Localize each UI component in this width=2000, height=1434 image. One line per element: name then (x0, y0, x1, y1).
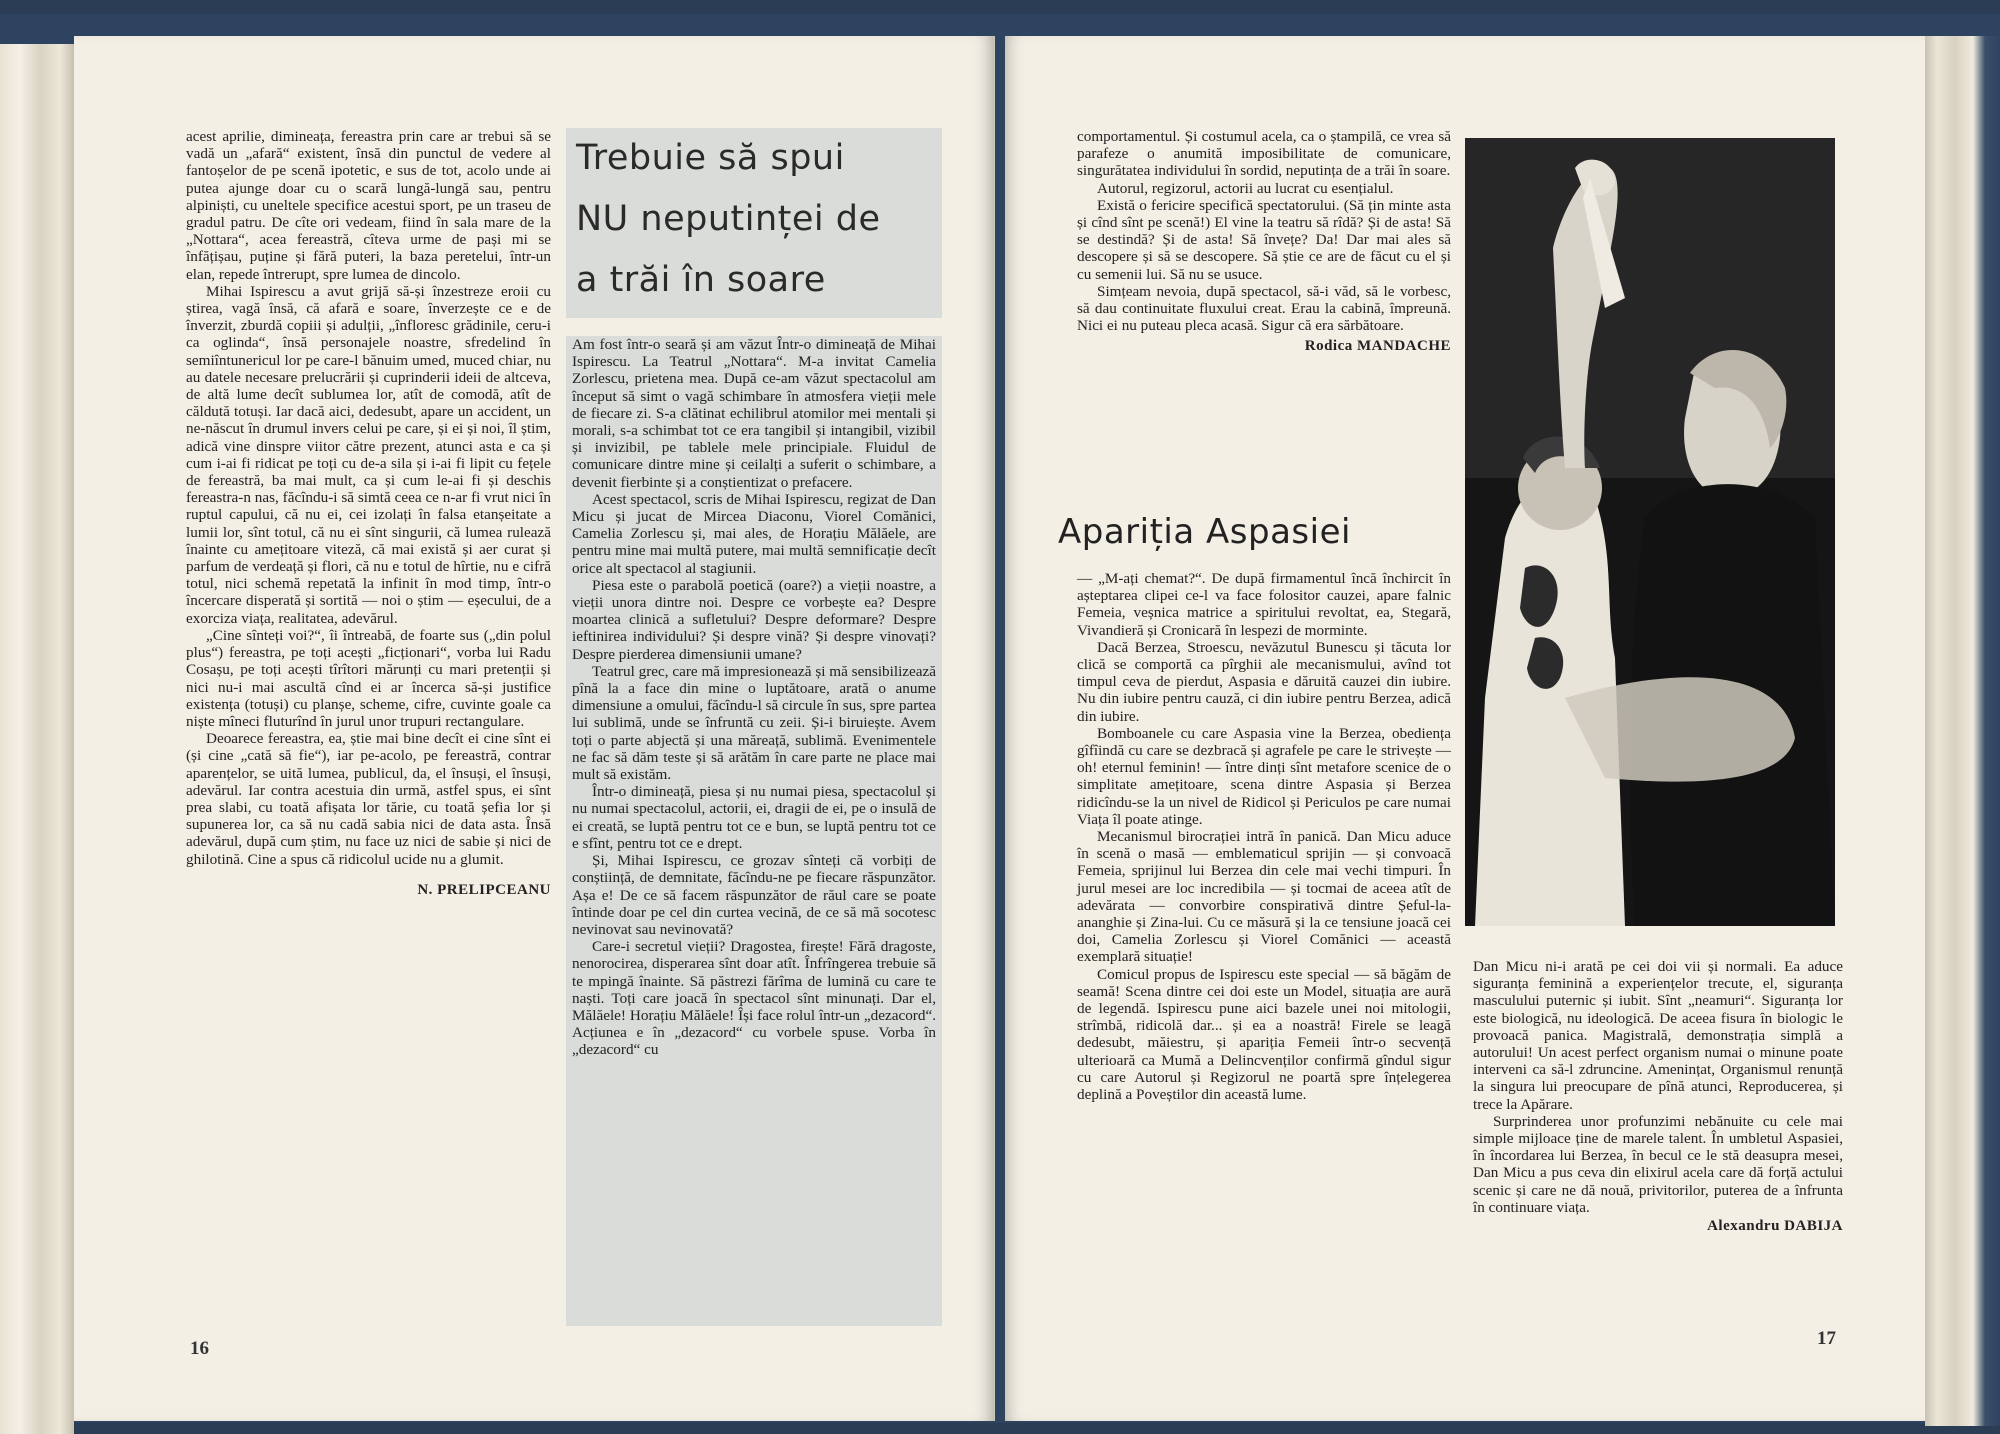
paragraph: Dacă Berzea, Stroescu, nevăzutul Bunescu și tăcuta lor clică se comportă ca pîrghii ale mecanismului, avînd tot timpul ceva de pierdut, Aspasia e dăruită cauzei din iubire. Nu din iubire pentru cauză, ci din iubire pentru Berzea, adică din iubire. (1077, 638, 1451, 725)
article-prelipceanu (186, 128, 551, 899)
paragraph: — „M-ați chemat?“. De după firmamentul încă închircit în așteptarea clipei ce-l va face folositor cauzei, apare falnic Femeia, veșnica matrice a spiritului revoltat, ea, Stegară, Vivandieră și Cronicară în lespezi de morminte. (1077, 570, 1451, 639)
author-signature: Alexandru DABIJA (1707, 1218, 1843, 1235)
magazine-spread (0, 14, 2000, 1423)
paragraph: Care-i secretul vieții? Dragostea, firește! Fără dragoste, nenorocirea, disperarea sînt doar atît. Înfrîngerea trebuie să te mpingă înainte. Să păstrezi fărîma de lumină cu care te naști. Toți care joacă în spectacol sînt minunați. Dar el, Mălăele! Horațiu Mălăele! Își face rolul într-un „dezacord“. Acțiunea e în „dezacord“ cu vorbele spuse. Vorba în „dezacord“ cu (572, 938, 936, 1059)
paragraph: Autorul, regizorul, actorii au lucrat cu esențialul. (1097, 179, 1394, 197)
paragraph: Mihai Ispirescu a avut grijă să-și înzestreze eroii cu știrea, vagă însă, că afară e soare, înverzește ce e de înverzit, zburdă copiii și adulții, „înfloresc grădinile, ceru-i ca oglinda“, însă personajele noastre, sfredelind în semiîntunericul lor pe care-l bănuim umed, muced chiar, nu au datele necesare prelucrării și cuprinderii ideii de altceva, de altă lume decît sublumea lor, atît de comodă, atît de căldută totuși. Iar dacă aici, dedesubt, apare un accident, un ne-născut în drumul invers celui pe care, și ei și noi, îl știm, adică vine dinspre viitor către prezent, atunci asta e ca și cum i-ai fi ridicat pe toți cu de-a sila și i-ai fi lipit cu fețele de fereastră, ba mai mult, ca și cum le-ai fi și deschis fereastra-n nas, făcîndu-i să simtă ceea ce n-ar fi vrut nici în ruptul capului, că nu ei, cei izolați în falsa etanșeitate a lumii lor, sînt totul, că nu ei sînt singurii, că lumea rulează înainte cu amețitoare viteză, că mai există și aer curat și parfum de verdeață și flori, că nu e totul de hîrtie, nu e cifră totul, nici schemă repetată la infinit în mod timp, într-o încercare disperată și sortită — noi o știm — eșecului, de a exorciza viața, realitatea, adevărul. (186, 282, 551, 627)
paragraph: Am fost într-o seară și am văzut Într-o dimineață de Mihai Ispirescu. La Teatrul „Nottara“. M-a invitat Camelia Zorlescu, prietena mea. După ce-am văzut spectacolul am început să simt o vagă schimbare în atmosfera vieții mele de fiecare zi. S-a clătinat echilibrul atomilor mei mentali și morali, s-a schimbat tot ce era tangibil și intangibil, vizibil și invizibil, pe tablele mele principiale. Fluidul de comunicare dintre mine și ceilalți a suferit o schimbare, a devenit fierbinte și a conștientizat o prefacere. (572, 336, 936, 491)
author-signature: N. PRELIPCEANU (417, 881, 551, 898)
paragraph: Comicul propus de Ispirescu este special — să băgăm de seamă! Scena dintre cei doi este un Model, situația are aură de legendă. Ispirescu pune aici bazele unei noi mitologii, strîmbă, ridicolă dar... și ea a noastră! Firele se leagă dedesubt, măiestru, și apariția Femeii într-o secvență ulterioară ca Mumă a Delincvenților confirmă gîndul sigur cu care Autorul și Regizorul ne poartă spre înțelegerea deplină a Poveștilor din această lume. (1077, 965, 1451, 1104)
left-page-edges (0, 44, 74, 1434)
left-page (74, 36, 995, 1421)
paragraph: Teatrul grec, care mă impresionează și mă sensibilizează pînă la a face din mine o luptătoare, arată o anume dimensiune a omului, făcîndu-l să circule în sus, spre partea lui sublimă, unde se înfruntă cu zeii. Și-i biruiește. Avem toți o parte abjectă și una măreață, sublimă. Evenimentele ne fac să dăm teste și să arătăm în care parte ne place mai mult să existăm. (572, 662, 936, 784)
article-dabija-continued (1473, 958, 1843, 1235)
paragraph: Există o fericire specifică spectatorului. (Să țin minte asta și cînd sînt pe scenă!) El vine la teatru să rîdă? Și de asta! Să se destindă? Și de asta! Să învețe? Da! Dar mai ales să descopere și să se descopere. Să știe ce are de făcut cu el și cu semenii lui. Să nu se usuce. (1077, 196, 1451, 283)
author-signature: Rodica MANDACHE (1304, 338, 1451, 355)
paragraph: Piesa este o parabolă poetică (oare?) a vieții noastre, a vieții unora dintre noi. Despre ce vorbește ea? Despre moartea clinică a sufletului? Despre deformare? Despre ieftinirea individului? Și despre vină? Și despre vinovați? Despre pierderea dimensiunii umane? (572, 576, 936, 663)
stage-photo-image (1465, 138, 1835, 926)
paragraph: Deoarece fereastra, ea, știe mai bine decît ei cine sînt ei (și cine „cată să fie“), iar pe-acolo, pe fereastră, contrar aparențelor, se uită lumea, publicul, da, el însuși, el însuși, adevărul. Iar contra acestuia din urmă, astfel spus, ei sînt prea slabi, cu toată afișata lor tărie, cu toată șefia lor și supunerea lor, ca să nu cadă sabia nici de data asta. Însă adevărul, după cum știm, nu face uz nici de sabie și nici de ghilotină. Cine a spus că ridicolul ucide nu a glumit. (186, 730, 551, 868)
article-mandache (566, 336, 942, 1326)
article-mandache-continued (1077, 128, 1451, 356)
article-title: Trebuie să spui NU neputinței de a trăi în soare (576, 138, 881, 300)
article-dabija (1077, 570, 1451, 1103)
paragraph: „Cine sînteți voi?“, îi întreabă, de foarte sus („din polul plus“) fereastra, pe toți acești „ficționari“, vorba lui Radu Cosașu, pe toți acești tîrîtori mărunți cu mari pretenții și nici nu-i mai ascultă cînd ei ar încerca să-și justifice existența (totuși) cu planșe, scheme, cifre, cuvinte goale ca niște mîneci fluturînd în jurul unor trupuri rectangulare. (186, 626, 551, 730)
paragraph: Într-o dimineață, piesa și nu numai piesa, spectacolul și nu numai spectacolul, actorii, ei, dragii de ei, pe o insulă de ei creată, se luptă pentru tot ce e bun, se luptă pentru tot ce e sfînt, pentru tot ce e drept. (572, 783, 936, 852)
paragraph: Acest spectacol, scris de Mihai Ispirescu, regizat de Dan Micu și jucat de Mircea Diaconu, Viorel Comănici, Camelia Zorlescu și, mai ales, de Horațiu Mălăele, are pentru mine mai multă putere, mai multă semnificație decît orice alt spectacol al stagiunii. (572, 490, 936, 577)
article-title: Apariția Aspasiei (1058, 512, 1351, 552)
paragraph: Surprinderea unor profunzimi nebănuite cu cele mai simple mijloace ține de marele talent. În umbletul Aspasiei, în încordarea lui Berzea, în becul ce le stă deasupra mesei, Dan Micu a pus ceva din elixirul acela care dă forță actului scenic și care ne dă nouă, privitorilor, puterea de a înfrunta în continuare viața. (1473, 1112, 1843, 1216)
right-page-edges (1925, 36, 2000, 1426)
page-number: 17 (1817, 1328, 1836, 1349)
paragraph: acest aprilie, dimineața, fereastra prin care ar trebui să se vadă un „afară“ existent, însă din punctul de vedere al fantoșelor de pe scenă ipotetic, e sus de tot, acolo unde ai putea ajunge doar cu o scară lungă-lungă sau, pentru alpiniști, cu uneltele specifice acestui sport, pe un traseu de gradul patru. De cîte ori vedeam, fiind în sala mare de la „Nottara“, acea fereastră, cîteva urme de pași mi se înfățișau, puține și fără puteri, la baza peretelui, într-un elan, repede întrerupt, spre lumea de dincolo. (186, 128, 551, 283)
paragraph: Simțeam nevoia, după spectacol, să-i văd, să le vorbesc, să dau continuitate fluxului creat. Erau la cabină, împreună. Nici ei nu puteau pleca acasă. Sigur că era sărbătoare. (1077, 282, 1451, 335)
page-number: 16 (190, 1338, 209, 1359)
paragraph: Mecanismul birocrației intră în panică. Dan Micu aduce în scenă o masă — emblematicul sprijin — și convoacă Femeia, sprijinul lui Berzea din cele mai vechi timpuri. În jurul mesei are loc incredibila — și tocmai de aceea atît de adevărata — convorbire conspirativă dintre Șeful-la-ananghie și Zina-lui. Cu ce măsură și la ce tensiune joacă cei doi, Camelia Zorlescu și Viorel Comănici — această exemplară situație! (1077, 828, 1451, 966)
paragraph: Dan Micu ni-i arată pe cei doi vii și normali. Ea aduce siguranța feminină a experiențelor trecute, el, siguranța masculului puternic și iubit. Sînt „neamuri“. Siguranța lor este biologică, nu ideologică. De aceea fisura în biologic le provoacă panica. Magistrală, demonstrația simplă a autorului! Un acest perfect organism numai o minune poate interveni ca să-l zdruncine. Amenințat, Organismul renunță la singura lui preocupare de pînă atunci, Reproducerea, și trece la Apărare. (1473, 958, 1843, 1113)
stage-photo (1465, 138, 1835, 926)
title-box (566, 128, 942, 318)
paragraph: Și, Mihai Ispirescu, ce grozav sînteți că vorbiți de conștiință, de demnitate, făcîndu-ne pe fiecare răspunzător. Așa e! De ce să facem răspunzător de răul care se poate întinde doar pe cel din curtea vecină, de ce să mă socotesc nevinovat sau nevinovată? (572, 852, 936, 938)
paragraph: Bomboanele cu care Aspasia vine la Berzea, obediența gîfîindă cu care se dezbracă și agrafele pe care le strivește — oh! eternul feminin! — între dinți sînt metafore scenice de o simplitate amețitoare, scena dintre Aspasia și Berzea ridicîndu-se la un nivel de Ridicol și Periculos pe care numai Viața îl poate atinge. (1077, 724, 1451, 828)
paragraph: comportamentul. Și costumul acela, ca o ștampilă, ce vrea să parafeze o anumită imposibilitate de comunicare, singurătatea individului în sordid, neputința de a trăi în soare. (1077, 128, 1451, 180)
right-page (1005, 36, 1925, 1421)
